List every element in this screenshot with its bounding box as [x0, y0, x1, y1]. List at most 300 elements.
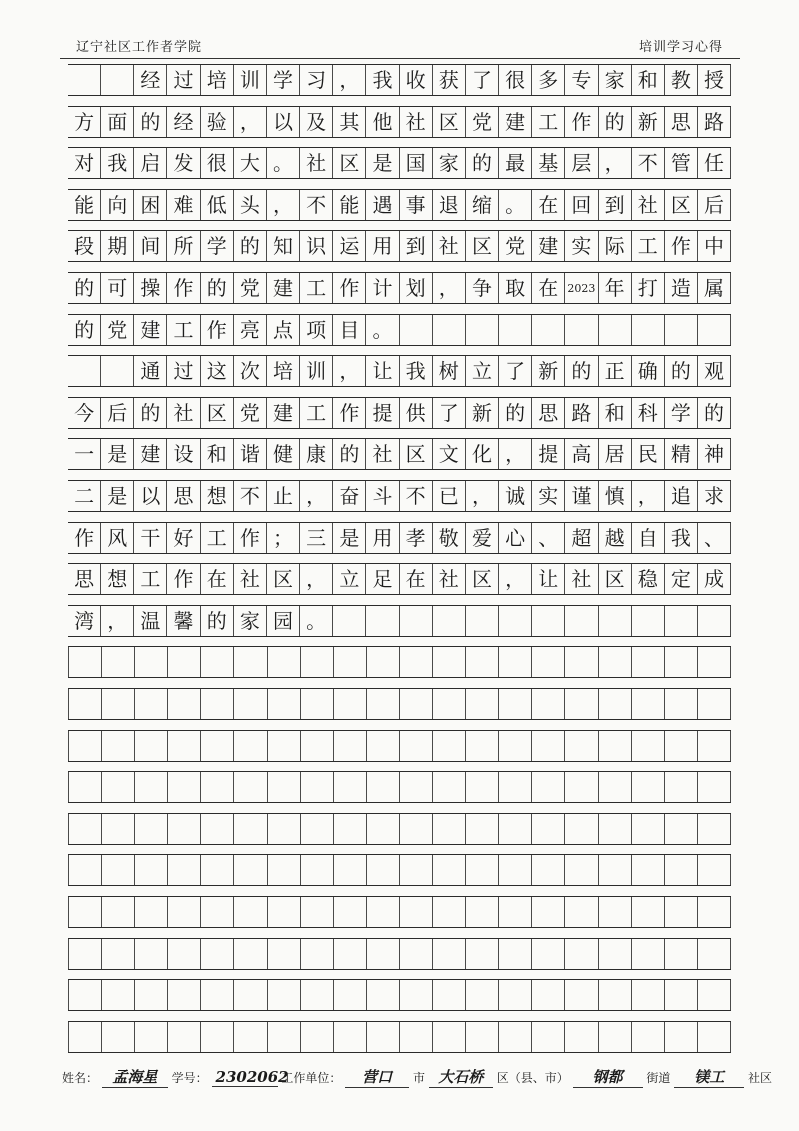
grid-cell: 区 — [201, 398, 234, 428]
grid-cell — [268, 939, 301, 969]
grid-cell — [565, 980, 598, 1010]
grid-cell: 学 — [267, 65, 300, 95]
grid-cell: 多 — [532, 65, 565, 95]
grid-cell — [135, 731, 168, 761]
grid-cell — [632, 647, 665, 677]
grid-cell — [632, 980, 665, 1010]
grid-cell: 后 — [101, 398, 134, 428]
grid-cell — [68, 855, 102, 885]
grid-cell: 作 — [333, 273, 366, 303]
grid-cell: 后 — [698, 190, 731, 220]
grid-cell: 新 — [532, 356, 565, 386]
grid-cell — [268, 1022, 301, 1052]
grid-cell: 层 — [565, 148, 598, 178]
grid-cell — [400, 897, 433, 927]
grid-cell — [135, 939, 168, 969]
grid-cell — [201, 689, 234, 719]
grid-cell — [698, 731, 731, 761]
grid-row — [68, 1021, 731, 1053]
grid-cell — [333, 606, 366, 636]
grid-cell: 实 — [565, 231, 598, 261]
grid-cell: 遇 — [366, 190, 399, 220]
grid-cell — [400, 814, 433, 844]
grid-cell — [466, 1022, 499, 1052]
grid-row — [68, 688, 731, 720]
grid-cell: 社 — [433, 231, 466, 261]
grid-cell: 发 — [167, 148, 200, 178]
grid-cell: 间 — [134, 231, 167, 261]
grid-cell: 不 — [632, 148, 665, 178]
city-value: 营口 — [345, 1066, 409, 1088]
grid-cell: 作 — [565, 107, 598, 137]
grid-cell: 了 — [433, 398, 466, 428]
grid-cell — [599, 772, 632, 802]
grid-cell: 在 — [400, 564, 433, 594]
grid-cell — [632, 855, 665, 885]
grid-cell — [102, 772, 135, 802]
grid-cell — [334, 814, 367, 844]
grid-cell — [499, 855, 532, 885]
grid-cell: 。 — [300, 606, 333, 636]
city-label: 市 — [413, 1071, 426, 1085]
grid-cell: 经 — [167, 107, 200, 137]
grid-cell — [632, 897, 665, 927]
student-id-label: 学号： — [171, 1071, 208, 1085]
grid-cell: 和 — [201, 439, 234, 469]
grid-cell: 在 — [532, 273, 565, 303]
grid-cell — [632, 939, 665, 969]
grid-cell — [135, 897, 168, 927]
grid-cell: 教 — [665, 65, 698, 95]
grid-cell: 我 — [400, 356, 433, 386]
grid-row — [68, 522, 731, 554]
grid-cell: 项 — [300, 315, 333, 345]
grid-cell: 党 — [234, 398, 267, 428]
grid-cell: 园 — [267, 606, 300, 636]
grid-cell: 路 — [565, 398, 598, 428]
grid-cell: 期 — [101, 231, 134, 261]
grid-cell — [433, 980, 466, 1010]
grid-cell — [499, 315, 532, 345]
grid-cell — [234, 897, 267, 927]
grid-cell — [400, 315, 433, 345]
grid-cell: 不 — [234, 481, 267, 511]
grid-cell: 了 — [466, 65, 499, 95]
grid-cell: 争 — [466, 273, 499, 303]
grid-cell — [665, 980, 698, 1010]
grid-cell: 不 — [300, 190, 333, 220]
grid-cell — [565, 855, 598, 885]
grid-cell: 年 — [599, 273, 632, 303]
grid-cell: 建 — [499, 107, 532, 137]
grid-cell — [68, 731, 102, 761]
grid-cell: 区 — [333, 148, 366, 178]
grid-cell: 成 — [698, 564, 731, 594]
grid-cell: 的 — [201, 606, 234, 636]
grid-cell: 是 — [366, 148, 399, 178]
grid-cell: 向 — [101, 190, 134, 220]
grid-cell: 家 — [599, 65, 632, 95]
grid-cell: 作 — [201, 315, 234, 345]
grid-cell: 训 — [300, 356, 333, 386]
grid-cell — [334, 855, 367, 885]
grid-cell: ， — [333, 65, 366, 95]
grid-cell: 取 — [499, 273, 532, 303]
grid-cell — [466, 814, 499, 844]
grid-cell: 在 — [201, 564, 234, 594]
grid-cell — [168, 939, 201, 969]
grid-cell: 属 — [698, 273, 731, 303]
grid-cell: 新 — [632, 107, 665, 137]
grid-cell — [68, 772, 102, 802]
grid-cell — [366, 606, 399, 636]
grid-cell: 启 — [134, 148, 167, 178]
grid-cell — [698, 647, 731, 677]
grid-cell — [102, 647, 135, 677]
grid-cell — [268, 980, 301, 1010]
grid-cell: 神 — [698, 439, 731, 469]
grid-cell — [168, 980, 201, 1010]
grid-cell: 诚 — [499, 481, 532, 511]
grid-cell — [234, 814, 267, 844]
grid-cell — [499, 897, 532, 927]
grid-cell: 健 — [267, 439, 300, 469]
grid-cell — [499, 1022, 532, 1052]
grid-cell — [565, 939, 598, 969]
grid-cell — [632, 1022, 665, 1052]
grid-cell: 供 — [400, 398, 433, 428]
grid-cell — [301, 647, 334, 677]
name-value: 孟海星 — [102, 1066, 168, 1088]
grid-cell — [367, 897, 400, 927]
grid-cell: 立 — [333, 564, 366, 594]
grid-cell — [698, 814, 731, 844]
grid-cell: 授 — [698, 65, 731, 95]
grid-cell — [201, 772, 234, 802]
grid-cell: ， — [300, 481, 333, 511]
grid-cell — [698, 315, 731, 345]
grid-row — [68, 397, 731, 429]
grid-cell: 孝 — [400, 523, 433, 553]
grid-cell — [234, 980, 267, 1010]
grid-cell — [68, 65, 101, 95]
grid-cell: 次 — [234, 356, 267, 386]
grid-cell — [599, 980, 632, 1010]
grid-cell: 区 — [267, 564, 300, 594]
grid-cell — [433, 939, 466, 969]
grid-cell — [334, 689, 367, 719]
grid-cell — [234, 855, 267, 885]
grid-cell — [102, 897, 135, 927]
grid-cell: 馨 — [167, 606, 200, 636]
grid-cell: 建 — [134, 315, 167, 345]
grid-cell — [565, 1022, 598, 1052]
grid-cell — [632, 606, 665, 636]
grid-cell — [268, 731, 301, 761]
grid-cell: 工 — [201, 523, 234, 553]
grid-cell: 工 — [300, 398, 333, 428]
grid-cell — [135, 1022, 168, 1052]
grid-cell: ； — [267, 523, 300, 553]
grid-cell — [698, 897, 731, 927]
grid-cell — [102, 939, 135, 969]
grid-cell: 社 — [400, 107, 433, 137]
grid-cell — [632, 731, 665, 761]
grid-row — [68, 106, 731, 138]
grid-cell: 事 — [400, 190, 433, 220]
grid-cell — [433, 1022, 466, 1052]
grid-cell — [168, 855, 201, 885]
grid-cell — [499, 689, 532, 719]
grid-cell: 定 — [665, 564, 698, 594]
grid-cell — [135, 647, 168, 677]
grid-cell: 工 — [632, 231, 665, 261]
grid-cell: 的 — [665, 356, 698, 386]
grid-cell: 造 — [665, 273, 698, 303]
grid-cell: 。 — [267, 148, 300, 178]
grid-row — [68, 979, 731, 1011]
grid-cell — [234, 689, 267, 719]
grid-cell: 斗 — [366, 481, 399, 511]
grid-cell: 奋 — [333, 481, 366, 511]
grid-cell: 实 — [532, 481, 565, 511]
grid-cell — [466, 315, 499, 345]
grid-cell — [168, 1022, 201, 1052]
grid-cell: 思 — [665, 107, 698, 137]
grid-cell — [301, 772, 334, 802]
grid-cell: 一 — [68, 439, 101, 469]
grid-cell: 。 — [499, 190, 532, 220]
grid-cell: 建 — [134, 439, 167, 469]
grid-cell — [201, 647, 234, 677]
grid-row — [68, 189, 731, 221]
grid-cell — [268, 814, 301, 844]
grid-cell — [565, 647, 598, 677]
grid-cell: 2023 — [565, 273, 598, 303]
grid-cell — [599, 855, 632, 885]
grid-cell: 管 — [665, 148, 698, 178]
grid-cell — [433, 731, 466, 761]
grid-cell: 学 — [665, 398, 698, 428]
grid-cell — [665, 814, 698, 844]
grid-cell: 运 — [333, 231, 366, 261]
grid-cell: 。 — [366, 315, 399, 345]
grid-cell: 能 — [68, 190, 101, 220]
grid-cell: 文 — [433, 439, 466, 469]
grid-cell: 头 — [234, 190, 267, 220]
grid-cell — [334, 980, 367, 1010]
grid-row — [68, 813, 731, 845]
grid-cell: 社 — [632, 190, 665, 220]
grid-cell — [68, 647, 102, 677]
grid-cell: 点 — [267, 315, 300, 345]
grid-cell — [334, 772, 367, 802]
grid-cell — [466, 855, 499, 885]
grid-cell: 干 — [134, 523, 167, 553]
grid-cell: 这 — [201, 356, 234, 386]
grid-cell — [433, 606, 466, 636]
grid-cell — [102, 980, 135, 1010]
grid-cell — [135, 814, 168, 844]
grid-cell — [301, 855, 334, 885]
grid-cell: 今 — [68, 398, 101, 428]
grid-cell: 作 — [167, 273, 200, 303]
grid-cell — [532, 731, 565, 761]
grid-cell — [599, 1022, 632, 1052]
grid-cell: ， — [599, 148, 632, 178]
grid-cell: 在 — [532, 190, 565, 220]
grid-cell: 收 — [400, 65, 433, 95]
grid-cell: 化 — [466, 439, 499, 469]
grid-cell — [665, 647, 698, 677]
grid-cell: 作 — [665, 231, 698, 261]
grid-cell: 回 — [565, 190, 598, 220]
grid-cell — [532, 606, 565, 636]
grid-cell: 困 — [134, 190, 167, 220]
grid-cell — [599, 647, 632, 677]
grid-cell: 作 — [333, 398, 366, 428]
grid-cell: 新 — [466, 398, 499, 428]
grid-cell — [234, 939, 267, 969]
grid-cell — [599, 315, 632, 345]
grid-cell: 的 — [134, 398, 167, 428]
grid-cell: 止 — [267, 481, 300, 511]
grid-cell: 其 — [333, 107, 366, 137]
grid-cell — [433, 315, 466, 345]
grid-cell: 以 — [134, 481, 167, 511]
grid-cell: 好 — [167, 523, 200, 553]
grid-cell — [665, 897, 698, 927]
grid-cell: 思 — [68, 564, 101, 594]
grid-row — [68, 314, 731, 346]
grid-cell: 及 — [300, 107, 333, 137]
grid-cell — [532, 315, 565, 345]
grid-cell: ， — [499, 564, 532, 594]
grid-cell — [367, 731, 400, 761]
grid-cell: 区 — [466, 564, 499, 594]
grid-cell — [68, 980, 102, 1010]
grid-cell: 很 — [201, 148, 234, 178]
grid-cell — [499, 647, 532, 677]
grid-cell — [466, 689, 499, 719]
grid-cell: ， — [300, 564, 333, 594]
grid-cell: ， — [333, 356, 366, 386]
grid-cell: 敬 — [433, 523, 466, 553]
grid-cell — [466, 731, 499, 761]
grid-cell — [367, 939, 400, 969]
grid-cell: 树 — [433, 356, 466, 386]
grid-cell: ， — [499, 439, 532, 469]
grid-cell: ， — [632, 481, 665, 511]
grid-cell — [499, 814, 532, 844]
grid-cell: 能 — [333, 190, 366, 220]
grid-cell — [632, 689, 665, 719]
grid-cell: 自 — [632, 523, 665, 553]
grid-cell: 的 — [201, 273, 234, 303]
grid-cell: 社 — [167, 398, 200, 428]
grid-row — [68, 646, 731, 678]
grid-cell — [565, 731, 598, 761]
grid-cell: 中 — [698, 231, 731, 261]
grid-cell: 我 — [101, 148, 134, 178]
grid-cell — [599, 939, 632, 969]
grid-cell: 稳 — [632, 564, 665, 594]
grid-cell — [433, 772, 466, 802]
grid-cell: 学 — [201, 231, 234, 261]
grid-cell — [334, 1022, 367, 1052]
grid-cell: 的 — [68, 273, 101, 303]
grid-cell — [400, 980, 433, 1010]
grid-cell: 区 — [665, 190, 698, 220]
grid-cell — [301, 689, 334, 719]
grid-cell — [565, 315, 598, 345]
grid-cell: 区 — [400, 439, 433, 469]
grid-cell: 操 — [134, 273, 167, 303]
grid-cell — [665, 731, 698, 761]
header-rule — [60, 58, 740, 59]
grid-row — [68, 771, 731, 803]
grid-cell: 作 — [167, 564, 200, 594]
grid-cell — [68, 356, 101, 386]
grid-cell — [268, 897, 301, 927]
grid-cell: 际 — [599, 231, 632, 261]
grid-cell — [367, 814, 400, 844]
grid-cell: 社 — [300, 148, 333, 178]
grid-cell: 工 — [134, 564, 167, 594]
grid-cell: 二 — [68, 481, 101, 511]
grid-cell — [102, 689, 135, 719]
grid-cell: 退 — [433, 190, 466, 220]
grid-cell — [433, 647, 466, 677]
grid-cell: 工 — [167, 315, 200, 345]
grid-cell — [68, 939, 102, 969]
grid-cell — [433, 855, 466, 885]
grid-cell: 工 — [532, 107, 565, 137]
grid-cell: 已 — [433, 481, 466, 511]
grid-cell — [400, 689, 433, 719]
grid-cell: 任 — [698, 148, 731, 178]
grid-cell — [301, 814, 334, 844]
grid-cell — [698, 980, 731, 1010]
header-doc-title: 培训学习心得 — [638, 40, 723, 55]
grid-cell — [367, 855, 400, 885]
grid-cell: 谐 — [234, 439, 267, 469]
grid-cell: 思 — [167, 481, 200, 511]
grid-cell: 基 — [532, 148, 565, 178]
grid-cell: 三 — [300, 523, 333, 553]
grid-cell: 党 — [466, 107, 499, 137]
grid-cell — [234, 647, 267, 677]
grid-cell — [168, 689, 201, 719]
grid-cell — [367, 689, 400, 719]
grid-cell — [101, 65, 134, 95]
grid-cell: 可 — [101, 273, 134, 303]
grid-cell — [301, 1022, 334, 1052]
district-label: 区（县、市） — [496, 1071, 569, 1085]
grid-row — [68, 563, 731, 595]
grid-row — [68, 64, 731, 96]
grid-cell — [367, 772, 400, 802]
grid-cell: 康 — [300, 439, 333, 469]
grid-cell: 建 — [532, 231, 565, 261]
grid-row — [68, 730, 731, 762]
grid-cell: 让 — [532, 564, 565, 594]
grid-cell — [334, 731, 367, 761]
grid-cell: 思 — [532, 398, 565, 428]
grid-cell: 区 — [466, 231, 499, 261]
grid-cell: 国 — [400, 148, 433, 178]
grid-cell: 温 — [134, 606, 167, 636]
